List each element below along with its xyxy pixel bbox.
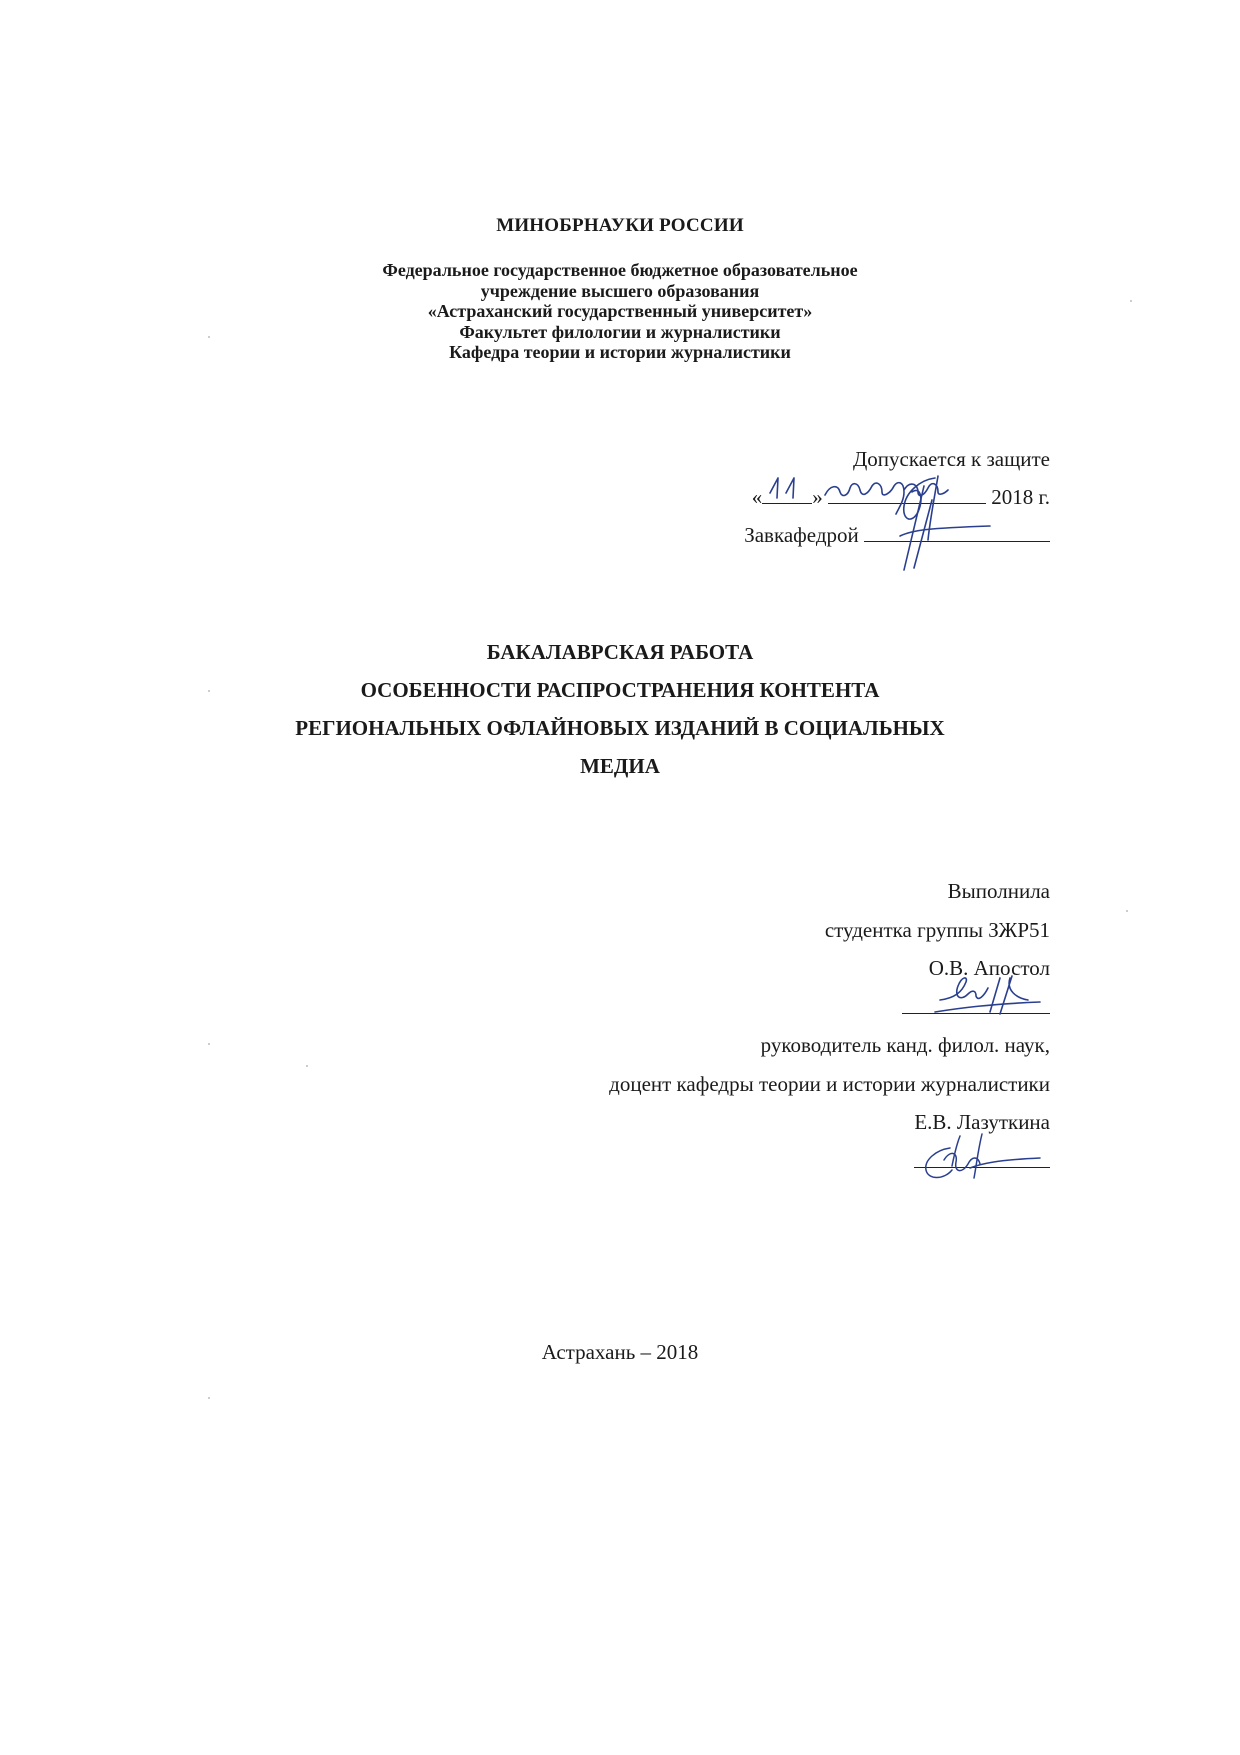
head-signature-blank — [864, 519, 1050, 542]
admission-block — [744, 440, 1050, 554]
scan-speck — [208, 1043, 210, 1045]
city-year: Астрахань – 2018 — [541, 1340, 699, 1364]
department-line: Кафедра теории и истории журналистики — [449, 342, 791, 362]
faculty-line: Факультет филологии и журналистики — [459, 321, 781, 342]
supervisor-signature-line — [914, 1143, 1050, 1168]
author-label: Выполнила — [947, 879, 1050, 903]
work-title-line-1: ОСОБЕННОСТИ РАСПРОСТРАНЕНИЯ КОНТЕНТА — [360, 678, 880, 702]
supervisor-signature-row — [609, 1142, 1050, 1181]
author-signature-line — [902, 989, 1050, 1014]
scan-speck — [306, 1065, 308, 1067]
institution-block — [0, 260, 1240, 363]
institution-line-2: учреждение высшего образования — [480, 280, 760, 301]
supervisor-title-2: доцент кафедры теории и истории журналистики — [609, 1071, 1050, 1096]
admission-label: Допускается к защите — [852, 447, 1050, 471]
scan-speck — [208, 1397, 210, 1399]
month-blank — [828, 481, 986, 504]
institution-line-3: «Астраханский государственный университет» — [427, 301, 813, 321]
work-type: БАКАЛАВРСКАЯ РАБОТА — [486, 640, 754, 664]
supervisor-title-1: руководитель канд. филол. наук, — [760, 1033, 1050, 1057]
open-quote: « — [751, 485, 763, 509]
author-group: студентка группы ЗЖР51 — [824, 917, 1050, 942]
admission-date-row — [744, 478, 1050, 516]
author-signature-row — [609, 988, 1050, 1027]
day-blank — [762, 481, 812, 504]
scan-speck — [208, 336, 210, 338]
work-title-block — [0, 633, 1240, 785]
close-quote: » — [812, 485, 823, 509]
author-block — [609, 872, 1050, 1180]
head-signature-row — [744, 516, 1050, 554]
admission-year: 2018 г. — [991, 485, 1050, 509]
scan-speck — [208, 690, 210, 692]
institution-line-1: Федеральное государственное бюджетное образовательное — [382, 260, 858, 280]
work-title-line-3: МЕДИА — [580, 754, 660, 778]
scan-speck — [1130, 300, 1132, 302]
work-title-line-2: РЕГИОНАЛЬНЫХ ОФЛАЙНОВЫХ ИЗДАНИЙ В СОЦИАЛЬНЫХ — [295, 716, 945, 740]
ministry-heading: МИНОБРНАУКИ РОССИИ — [496, 215, 744, 236]
author-name: О.В. Апостол — [928, 956, 1050, 980]
head-label: Завкафедрой — [744, 523, 859, 547]
supervisor-name: Е.В. Лазуткина — [914, 1110, 1050, 1134]
scan-speck — [1126, 910, 1128, 912]
